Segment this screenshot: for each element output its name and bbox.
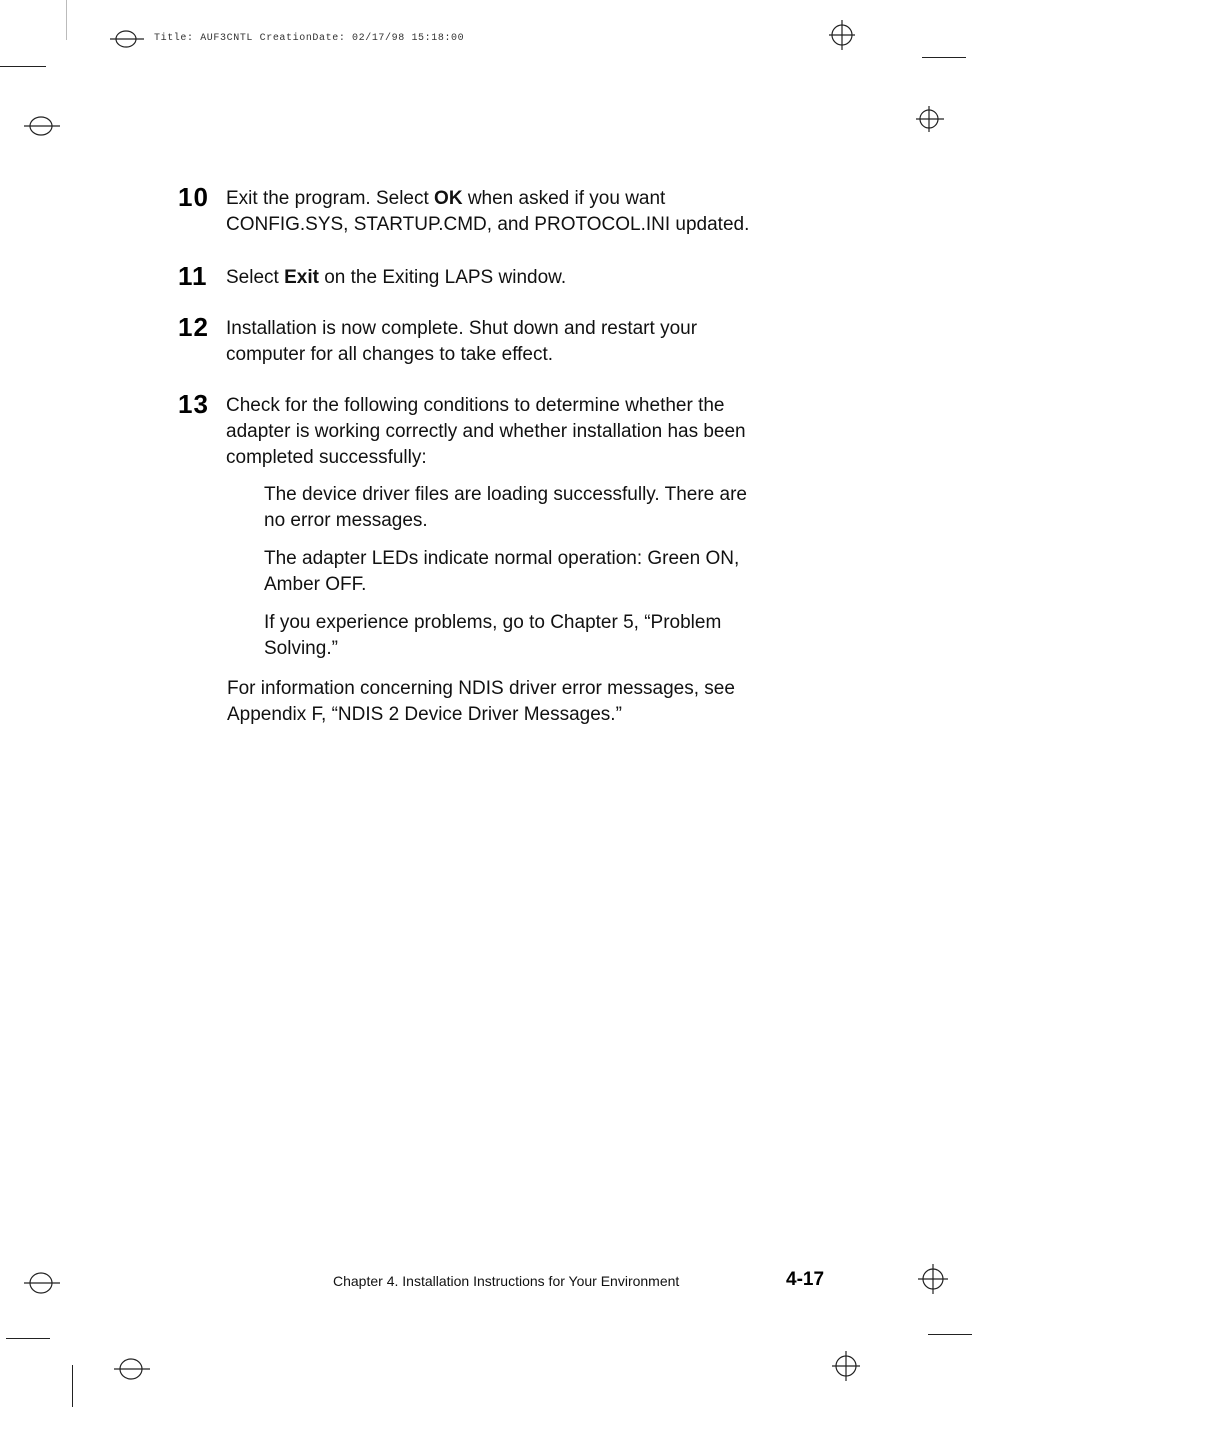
step-text xyxy=(226,186,836,238)
step-text-part: Installation is now complete. Shut down and restart your xyxy=(226,318,698,339)
condition-item xyxy=(264,482,834,534)
crop-line xyxy=(66,0,67,40)
step-text-part: adapter is working correctly and whether installation has been xyxy=(226,421,746,442)
step-text-part: Select xyxy=(226,267,285,288)
registration-mark-icon xyxy=(22,1270,62,1296)
condition-text: no error messages. xyxy=(264,510,428,531)
ok-emphasis: OK xyxy=(434,188,463,209)
crop-line xyxy=(72,1365,73,1407)
condition-item xyxy=(264,610,834,662)
exit-emphasis: Exit xyxy=(284,267,319,288)
condition-text: Solving.” xyxy=(264,638,338,659)
page-number: 4-17 xyxy=(786,1269,825,1290)
registration-mark-icon xyxy=(22,114,62,138)
registration-mark-icon xyxy=(825,18,859,52)
step-text-part: completed successfully: xyxy=(226,447,427,468)
step-text xyxy=(226,265,836,291)
crop-line xyxy=(6,1338,50,1339)
step-text-part: when asked if you want xyxy=(462,188,666,209)
registration-mark-icon xyxy=(915,1262,951,1296)
step-text-part: on the Exiting LAPS window. xyxy=(318,267,567,288)
crop-line xyxy=(922,57,966,58)
step-text-part: Exit the program. Select xyxy=(226,188,435,209)
step-text-part: computer for all changes to take effect. xyxy=(226,344,554,365)
info-text: Appendix F, “NDIS 2 Device Driver Messages.” xyxy=(227,704,622,725)
step-text-part: Check for the following conditions to determine whether the xyxy=(226,395,725,416)
step-number: 10 xyxy=(178,182,209,212)
ndis-info-paragraph xyxy=(227,676,837,728)
registration-mark-icon xyxy=(112,1356,152,1382)
condition-text: The device driver files are loading successfully. There are xyxy=(264,484,747,505)
step-number: 12 xyxy=(178,312,209,342)
condition-item xyxy=(264,546,834,598)
step-text-part: CONFIG.SYS, STARTUP.CMD, and PROTOCOL.INI updated. xyxy=(226,214,750,235)
footer-chapter-title: Chapter 4. Installation Instructions for Your Environment xyxy=(333,1273,680,1289)
print-header: Title: AUF3CNTL CreationDate: 02/17/98 15:18:00 xyxy=(154,33,465,44)
crop-line xyxy=(0,66,46,67)
info-text: For information concerning NDIS driver error messages, see xyxy=(227,678,735,699)
registration-mark-icon xyxy=(829,1349,863,1383)
condition-text: Amber OFF. xyxy=(264,574,367,595)
condition-text: The adapter LEDs indicate normal operation: Green ON, xyxy=(264,548,740,569)
crop-line xyxy=(928,1334,972,1335)
condition-text: If you experience problems, go to Chapter 5, “Problem xyxy=(264,612,722,633)
step-number: 11 xyxy=(178,261,208,291)
step-text xyxy=(226,393,836,471)
registration-mark-icon xyxy=(108,28,148,50)
registration-mark-icon xyxy=(913,104,947,134)
step-text xyxy=(226,316,836,368)
step-number: 13 xyxy=(178,389,209,419)
